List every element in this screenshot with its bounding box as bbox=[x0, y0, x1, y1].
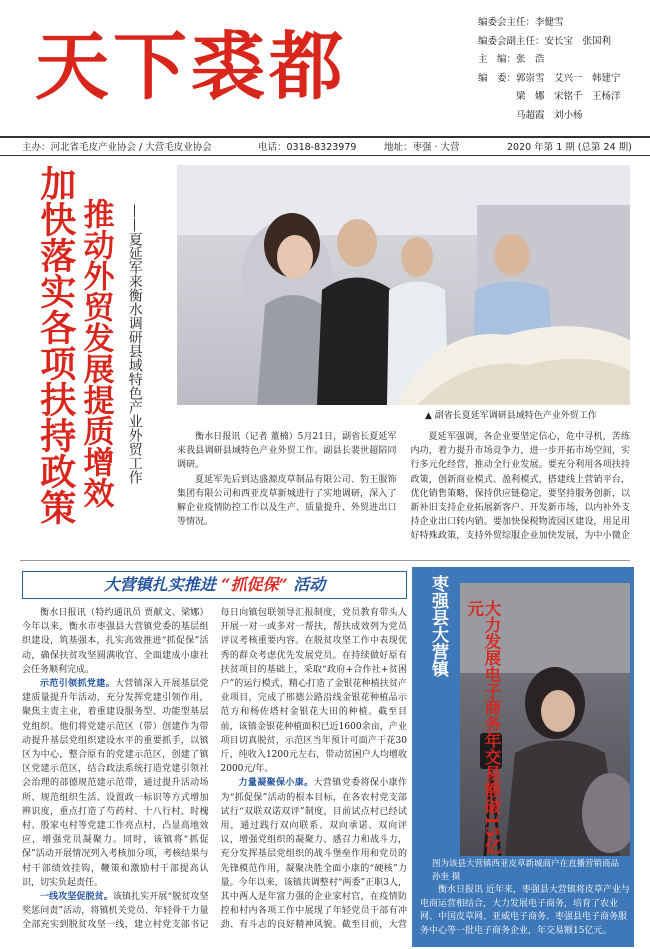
section2-subhead: 示范引领抓党建。 bbox=[40, 679, 116, 690]
lead-paragraph: 夏延军强调，各企业要坚定信心，危中寻机，苦练内功，着力提升市场竞争力，进一步开拓市场空间，实行多元化经营，推动全行业发展。要充分利用各项扶持政策，创新商业模式、盈利模式，搭建线上营销平台，优化销售策略，保持供应链稳定，要坚持服务创新，以新补旧支持企业拓展新客户、开发新市场，以内补外支持企业出口转内销。要加快保税物流园区建设，用足用好特殊政策，支持外贸综服企业加快发展，为中小微企 bbox=[410, 432, 630, 542]
lead-photo bbox=[177, 165, 630, 405]
issue-number: 2020 年第 1 期 (总第 24 期) bbox=[507, 142, 632, 153]
phone-text: 电话：0318-8323979 bbox=[258, 142, 357, 153]
masthead-title: 天下裘都 bbox=[35, 24, 347, 110]
editorial-board bbox=[478, 14, 648, 125]
sidebar-title: 大力发展电子商务年交易额破15亿元 bbox=[464, 600, 501, 854]
lead-headline-secondary: 推动外贸发展提质增效 bbox=[77, 198, 114, 508]
sidebar-kicker: 枣强县大营镇 bbox=[428, 575, 448, 677]
lead-photo-illustration bbox=[177, 165, 630, 405]
editor-line: 马超霞 刘小杨 bbox=[478, 109, 583, 121]
editor-line: 梁 娜 宋铭千 王杨洋 bbox=[478, 91, 621, 102]
section2-title-suffix: 活动 bbox=[293, 575, 326, 594]
editor-line: 编 委：郭崇雪 艾兴一 韩建宁 bbox=[478, 72, 621, 84]
sidebar-text: 衡水日报讯 近年来，枣强县大营镇将皮草产业与电商运营相结合，大力发展电子商务，培育了农业网、中国皮草网、亚威电子商务、枣强县电子商务服务中心等一批电子商务企业，年交易额15亿元。 bbox=[420, 885, 630, 936]
lead-subtitle: ——夏延军来衡水调研县域特色产业外贸工作 bbox=[126, 204, 143, 484]
sponsor-text: 主办：河北省毛皮产业协会 / 大营毛皮业协会 bbox=[22, 142, 212, 153]
address-text: 地址：枣强 · 大营 bbox=[384, 142, 460, 153]
editor-line: 编委会主任：李健雪 bbox=[478, 17, 564, 28]
section2-article-body bbox=[22, 606, 407, 946]
section2-subhead: 力量凝聚保小康。 bbox=[238, 778, 314, 789]
section2-paragraph-text: 大营镇深入开展基层党建质量提升年活动，充分发挥党建引领作用，聚焦主责主业，着重建设服务型、功能型基层党组织。他们将党建示范区（带）创建作为带动提升基层党组织建设水平的重要抓手，以镇区为中心，整合原有的党建示范区，创建了镇区党建示范区，结合政法系统打造党建引领社会治理的部德规范建示范带，通过提升活动场所、规范组织生活、设置政一标识等方式增加辨识度，重点打造了芍药村、十八行村、时槐村、殷家屯村等党建工作亮点村，凸显高地效应，增强党员凝聚力。同时，该镇将“抓促保”活动开展情况列入考核加分项，考核结果与村干部绩效挂钩，鞭策和激励村干部提高认识，切实负起责任。 bbox=[22, 679, 209, 888]
lead-article-body bbox=[177, 430, 630, 555]
editor-line: 主 编：张 浩 bbox=[478, 54, 545, 65]
section2-paragraph-text: 大营镇党委将保小康作为“抓促保”活动的根本目标，在各农村党支部试行“双联双诺双评”制度，目前试点村已经试用，通过践行双向联系、双向承诺、双向评议，增强党组织的凝聚力、感召力和战斗力，充分发挥基层党组织的战斗堡垒作用和党员的先锋模范作用，凝聚决胜全面小康的“硬核”力量。今年以来，该镇共调整村“两委”正职3人，其中两人是年富力强的企业家村官，在疫情防控和村内各项工作中展现了年轻党员干部有冲劲、有斗志的良好精神风貌。截至目前，大营 bbox=[220, 778, 407, 931]
lead-photo-caption: ▲ 副省长夏延军调研县域特色产业外贸工作 bbox=[425, 411, 597, 421]
section2-title bbox=[22, 571, 407, 599]
section-divider bbox=[20, 560, 630, 561]
section2-title-highlight: “抓促保” bbox=[221, 575, 288, 594]
sidebar-photo-caption: 图为该县大营镇西亚皮草新城商户在直播营销商品 孙奎 摄 bbox=[432, 859, 620, 882]
section2-title-prefix: 大营镇扎实推进 bbox=[103, 575, 216, 594]
editor-line: 编委会副主任：安长宝 张国利 bbox=[478, 35, 612, 47]
issue-info-bar bbox=[0, 136, 650, 156]
lead-paragraph: 夏延军先后到达盛源皮草制品有限公司、豹王服饰集团有限公司和西亚皮草新城进行了实地调研，深入了解企业疫情防控工作以及生产、质量提升、外贸进出口等情况。 bbox=[177, 474, 397, 528]
section2-subhead: 一线攻坚促脱贫。 bbox=[40, 892, 113, 903]
section2-intro: 衡水日报讯（特约通讯员 贾献文、梁娜）今年以来，衡水市枣强县大营镇党委的基层组织建设，筑基强本，扎实高效推进“抓促保”活动，确保扶贫攻坚圆满收官、全面建成小康社会任务顺利完成。 bbox=[22, 608, 209, 675]
section2-paragraph-text: 该镇扎实开展“脱贫攻坚奖惩问责”活动，将镇机关党员、年轻骨干力量全部充实到脱贫攻坚一线，建立村党支部书记每日向镇包联领导汇报制度，党员教育带头人开展一对一或多对一帮扶，帮扶成效列为党员评议考核重要内容。在脱贫攻坚工作中表现优秀的群众考虑优先发展党员。在持续做好原有扶贫项目的基础上，采取“政府+合作社+贫困户”的运行模式，精心打造了金银花种植扶贫产业项目，完成了邢德公路沿线金银花种植品示范方和杨佐塔村金银花大田的种植。截至目前，该镇金银花种植面积已近1600余亩，产业项目切真脱贫，示范区当年预计可面产干花30斤，纯收入1200元左右，带动贫困户人均增收2000元/年。 bbox=[22, 608, 407, 931]
lead-headline-main: 加快落实各项扶持政策 bbox=[34, 165, 77, 525]
section2-paragraph bbox=[22, 677, 209, 890]
lead-paragraph: 衡水日报讯（记者 董楠）5月21日，副省长夏延军来我县调研县域特色产业外贸工作。副县长裴世超陪同调研。 bbox=[177, 432, 397, 471]
